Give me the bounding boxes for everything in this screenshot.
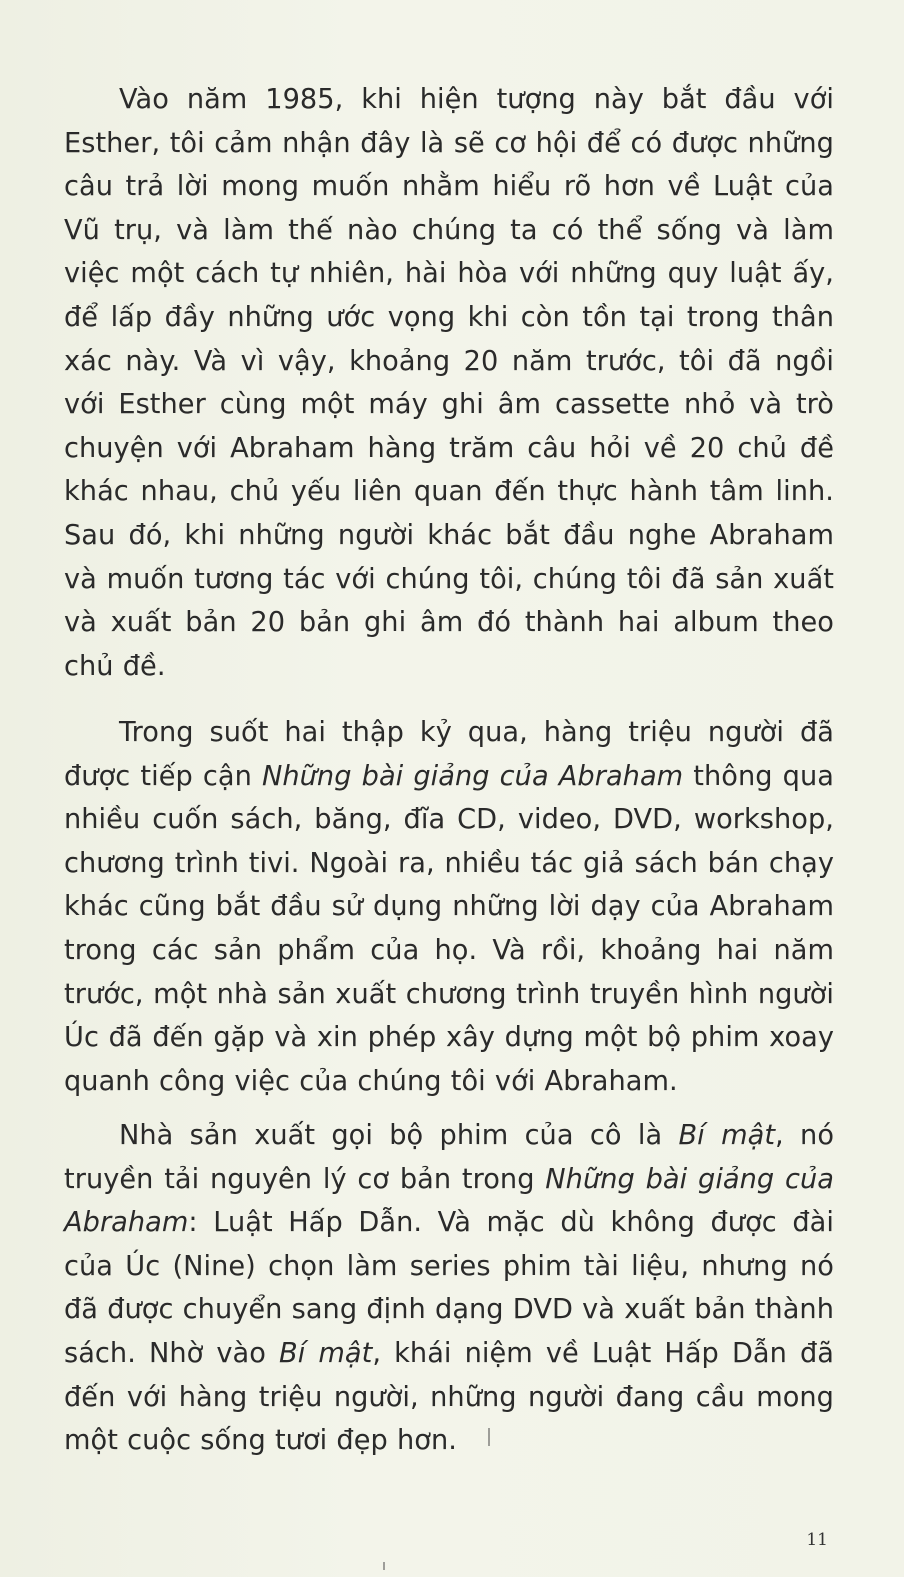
- paragraph-3-text-b: , nó truyền tải nguyên lý cơ bản trong: [64, 1120, 835, 1195]
- paragraph-3-text-a: Nhà sản xuất gọi bộ phim của cô là: [119, 1120, 679, 1151]
- book-title-italic: Những bài giảng của Abraham: [64, 1163, 834, 1239]
- body-text: [64, 78, 834, 1463]
- print-speck: [383, 1562, 385, 1570]
- book-title-italic: Những bài giảng của Abraham: [261, 760, 684, 792]
- paragraph-2-text-b: thông qua nhiều cuốn sách, băng, đĩa CD, video, DVD, workshop, chương trình tivi. Ngoài ra, nhiều tác giả sách bán chạy khác cũng bắt đầu sử dụng những lời dạy của Abraham trong các sản phẩm của họ. Và rồi, khoảng hai năm trước, một nhà sản xuất chương trình truyền hình người Úc đã đến gặp và xin phép xây dựng một bộ phim xoay quanh công việc của chúng tôi với Abraham.: [64, 760, 834, 1097]
- page-number: 11: [806, 1530, 828, 1550]
- film-title-italic: Bí mật: [678, 1120, 776, 1151]
- paragraph-2: [64, 711, 834, 1101]
- paragraph-2-text-a: Trong suốt hai thập kỷ qua, hàng triệu người đã được tiếp cận: [64, 717, 834, 792]
- paragraph-1: [64, 78, 834, 698]
- paragraph-1-text: Vào năm 1985, khi hiện tượng này bắt đầu với Esther, tôi cảm nhận đây là sẽ cơ hội để có được những câu trả lời mong muốn nhằm hiểu rõ hơn về Luật của Vũ trụ, và làm thế nào chúng ta có thể sống và làm việc một cách tự nhiên, hài hòa với những quy luật ấy, để lấp đầy những ước vọng khi còn tồn tại trong thân xác này. Và vì vậy, khoảng 20 năm trước, tôi đã ngồi với Esther cùng một máy ghi âm cassette nhỏ và trò chuyện với Abraham hàng trăm câu hỏi về 20 chủ đề khác nhau, chủ yếu liên quan đến thực hành tâm linh. Sau đó, khi những người khác bắt đầu nghe Abraham và muốn tương tác với chúng tôi, chúng tôi đã sản xuất và xuất bản 20 bản ghi âm đó thành hai album theo chủ đề.: [64, 84, 834, 682]
- paragraph-3-text-d: , khái niệm về Luật Hấp Dẫn đã đến với hàng triệu người, những người đang cầu mong một cuộc sống tươi đẹp hơn.: [64, 1337, 835, 1457]
- print-speck: [488, 1428, 490, 1446]
- paragraph-3: [64, 1114, 834, 1463]
- film-title-italic: Bí mật: [279, 1337, 373, 1369]
- paragraph-3-text-c: : Luật Hấp Dẫn. Và mặc dù không được đài của Úc (Nine) chọn làm series phim tài liệu, nhưng nó đã được chuyển sang định dạng DVD và xuất bản thành sách. Nhờ vào: [64, 1207, 834, 1369]
